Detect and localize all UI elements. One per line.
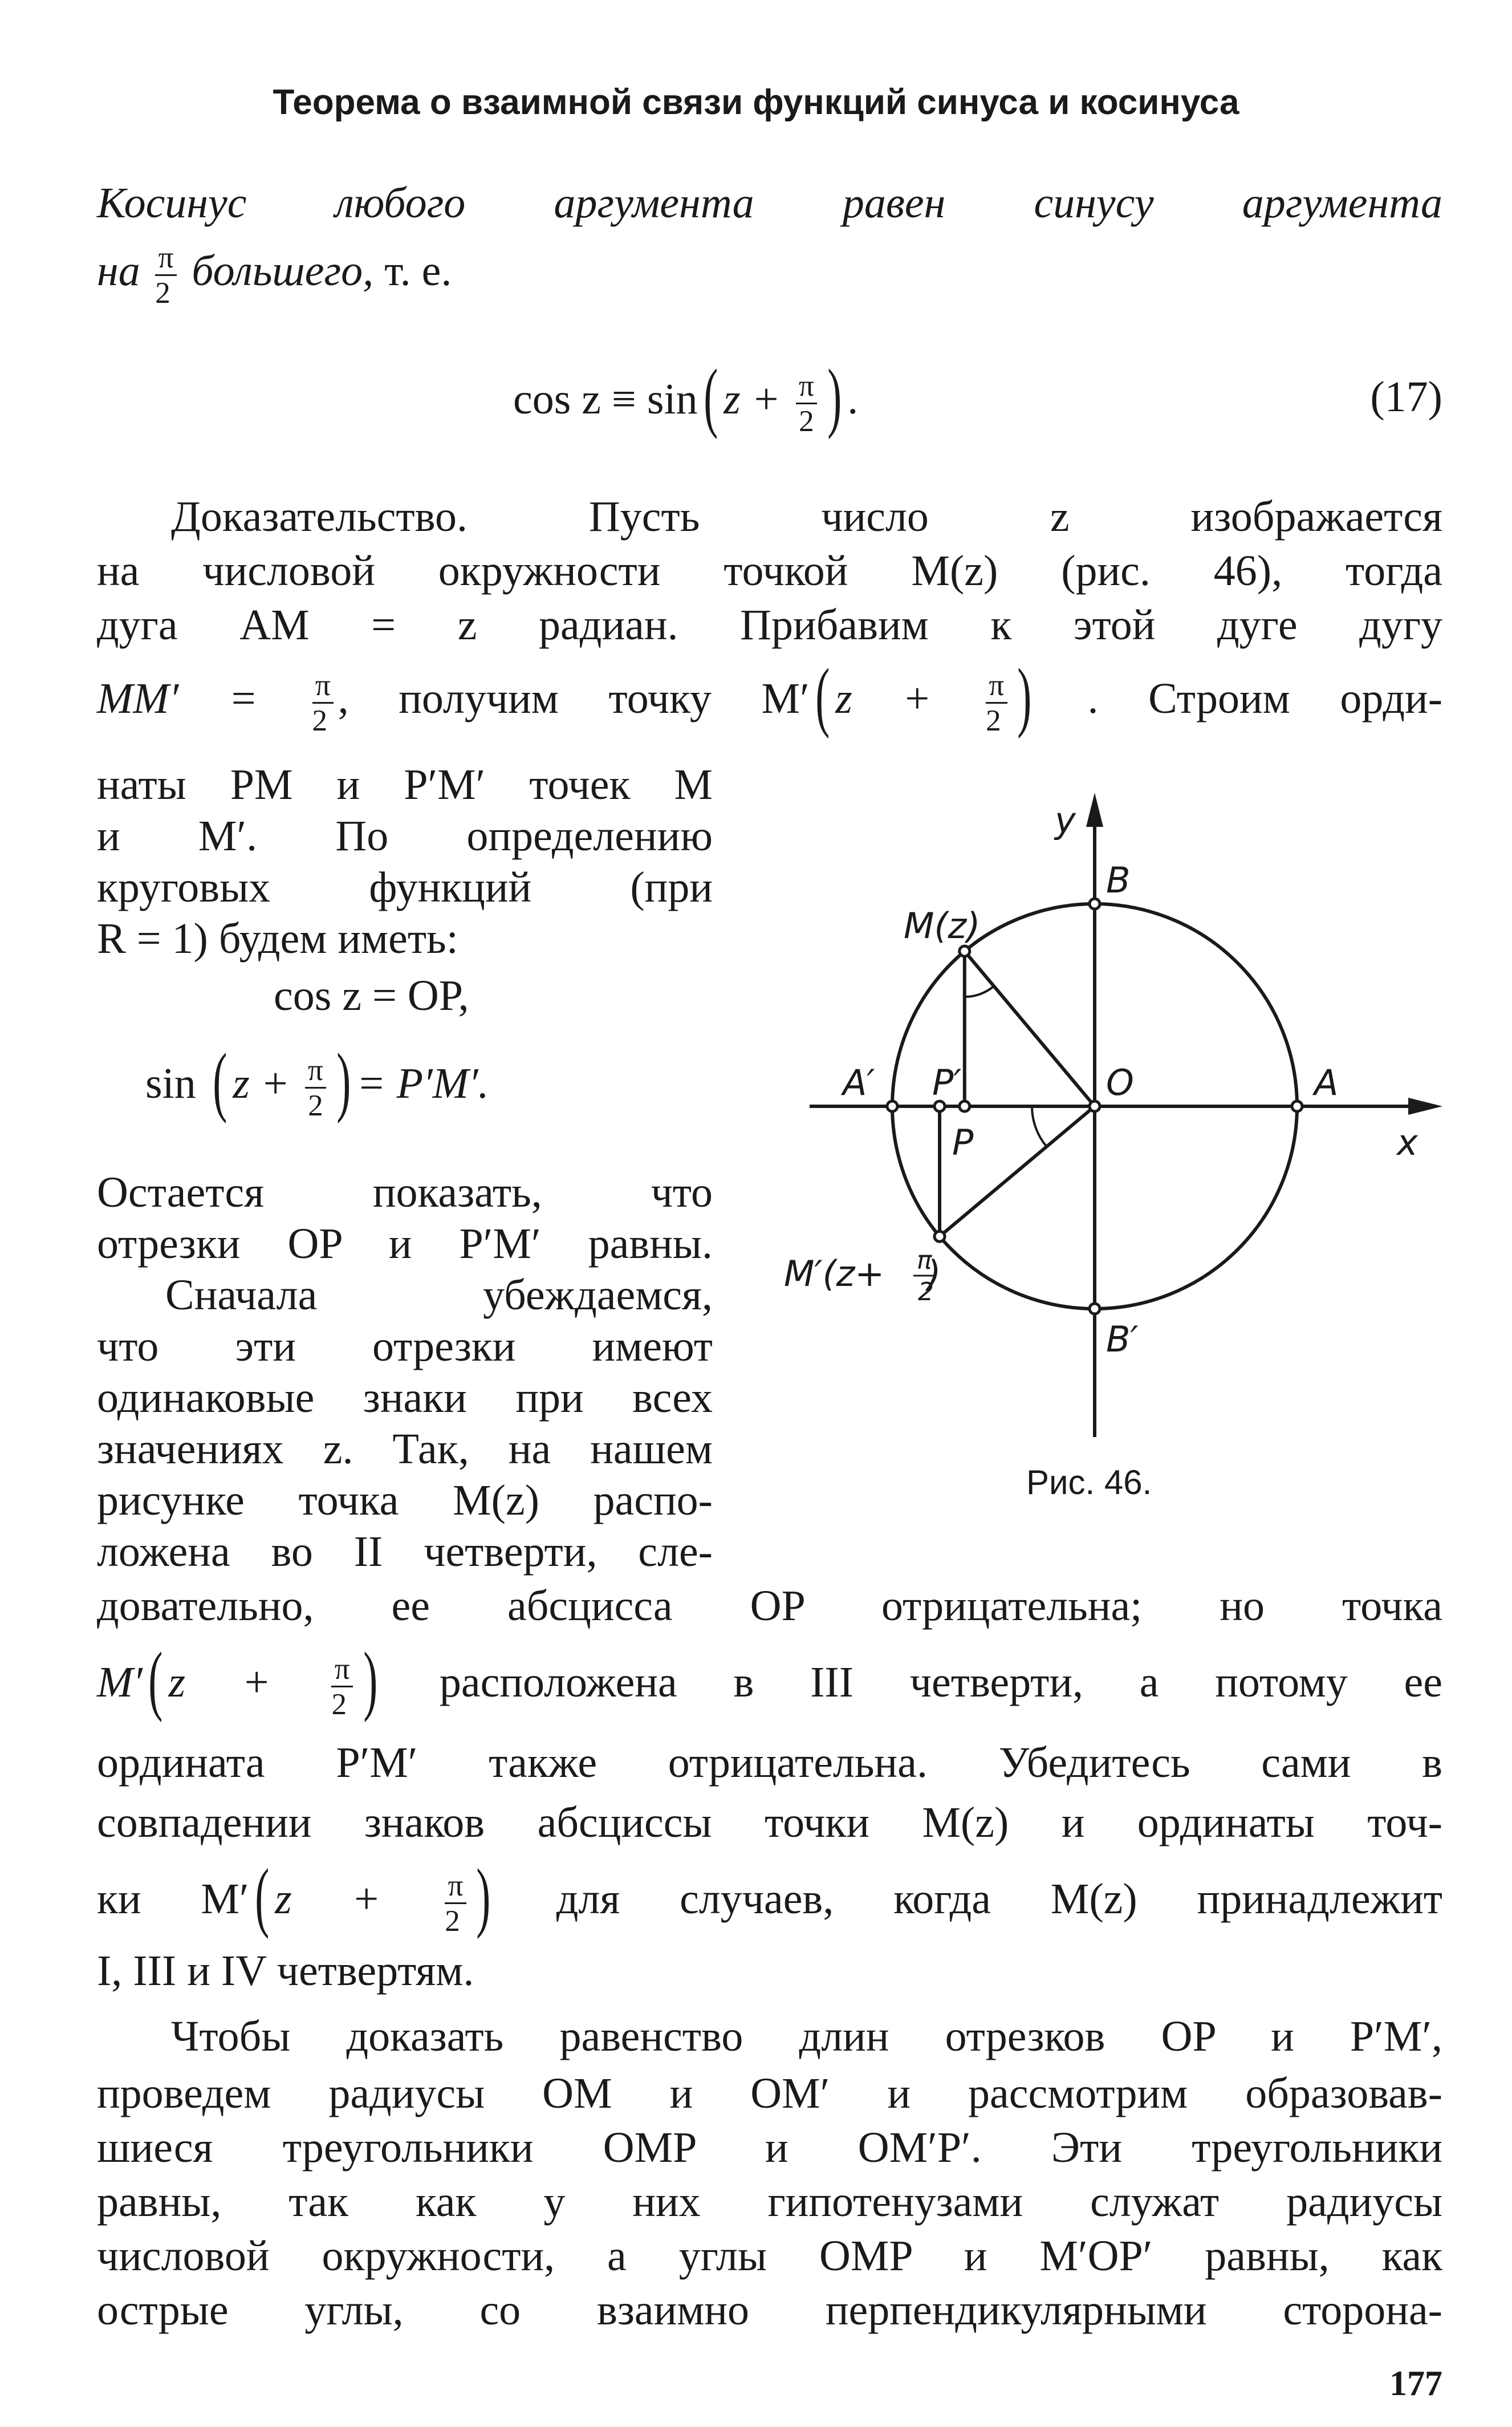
left-col-line-2: и M′. По определению xyxy=(97,812,713,860)
proof-line-2: на числовой окружности точкой M(z) (рис. 46), тогда xyxy=(97,547,1442,595)
point-a-prime xyxy=(887,1101,897,1111)
x-axis-arrow xyxy=(1408,1098,1442,1115)
formula-17 xyxy=(513,353,859,440)
radius-om xyxy=(965,951,1095,1106)
body-line-6: I, III и IV четвертям. xyxy=(97,1947,474,1995)
left-col-line-12: ложена во II четверти, сле- xyxy=(97,1528,713,1576)
label-p-prime: P′ xyxy=(932,1062,962,1103)
point-b xyxy=(1090,899,1100,909)
angle-arc-at-m xyxy=(965,986,994,997)
fraction-pi-over-2: $\frac{\pi}{2}$ xyxy=(331,1654,352,1719)
point-m xyxy=(960,946,970,956)
label-b-prime: B′ xyxy=(1106,1318,1139,1360)
body-line-5-arg: z + xyxy=(275,1874,381,1923)
figure-46 xyxy=(781,787,1465,1528)
theorem-line-2-post: большего, xyxy=(192,246,374,295)
fraction-pi-over-2: $\frac{\pi}{2}$ xyxy=(305,1055,326,1121)
paren-close: ) xyxy=(476,1853,491,1940)
label-m-prime-two: 2 xyxy=(918,1277,934,1306)
para3-line-2: проведем радиусы OM и OM′ и рассмотрим образовав- xyxy=(97,2069,1442,2117)
body-line-5-a: ки M′ xyxy=(97,1874,249,1923)
paren-close: ) xyxy=(827,353,842,440)
label-x: x xyxy=(1397,1122,1418,1163)
fraction-pi-over-2: $\frac{\pi}{2}$ xyxy=(445,1870,466,1936)
body-line-2-b: расположена в III четверти, а потому ее xyxy=(439,1658,1443,1706)
left-col-line-9: одинаковые знаки при всех xyxy=(97,1374,713,1422)
proof-line-4-c: . Строим орди- xyxy=(1087,674,1443,723)
label-y: y xyxy=(1055,799,1076,841)
point-b-prime xyxy=(1090,1304,1100,1314)
formula-end: . xyxy=(847,375,859,423)
paren-close: ) xyxy=(1017,652,1032,740)
paren-open: ( xyxy=(703,353,718,440)
body-line-3: ордината P′M′ также отрицательна. Убедитесь сами в xyxy=(97,1739,1442,1787)
body-line-5-b: для случаев, когда M(z) принадлежит xyxy=(556,1874,1442,1923)
paren-open: ( xyxy=(148,1636,163,1723)
page-number: 177 xyxy=(1389,2364,1442,2403)
theorem-line-2-tail: т. е. xyxy=(384,246,452,295)
fraction-pi-over-2: $\frac{\pi}{2}$ xyxy=(796,371,817,436)
theorem-line-2 xyxy=(97,242,1442,308)
point-m-prime xyxy=(934,1231,945,1241)
formula-arg: z + xyxy=(724,375,781,423)
left-col-line-3: круговых функций (при xyxy=(97,863,713,911)
left-col-eq-2 xyxy=(145,1037,489,1125)
formula-number: (17) xyxy=(1370,373,1442,421)
left-col-line-10: значениях z. Так, на нашем xyxy=(97,1425,713,1473)
figure-caption: Рис. 46. xyxy=(1026,1463,1152,1501)
proof-line-1: Доказательство. Пусть число z изображается xyxy=(171,493,1442,541)
proof-line-3: дуга AM = z радиан. Прибавим к этой дуге дугу xyxy=(97,601,1442,649)
para3-line-1: Чтобы доказать равенство длин отрезков OP и P′M′, xyxy=(171,2012,1442,2060)
label-m-prime-pi: π xyxy=(917,1246,932,1275)
left-col-line-7: Сначала убеждаемся, xyxy=(165,1271,713,1319)
paren-close: ) xyxy=(336,1037,351,1125)
para3-line-3: шиеся треугольники OMP и OM′P′. Эти треугольники xyxy=(97,2124,1442,2172)
body-line-2-arg: z + xyxy=(168,1658,271,1706)
left-col-line-11: рисунке точка M(z) распо- xyxy=(97,1476,713,1524)
label-a: A xyxy=(1314,1062,1339,1103)
label-o: O xyxy=(1106,1062,1134,1103)
fraction-pi-over-2: $\frac{\pi}{2}$ xyxy=(312,670,334,736)
formula-lhs: cos z ≡ sin xyxy=(513,375,698,423)
left-col-line-5: Остается показать, что xyxy=(97,1168,713,1216)
paren-open: ( xyxy=(212,1037,227,1125)
para3-line-4: равны, так как у них гипотенузами служат радиусы xyxy=(97,2178,1442,2226)
eq2-pre: sin xyxy=(145,1059,196,1107)
page-heading: Теорема о взаимной связи функций синуса и косинуса xyxy=(273,83,1239,122)
proof-line-4-b: , получим точку M′ xyxy=(338,674,810,723)
fraction-pi-over-2: $\frac{\pi}{2}$ xyxy=(155,242,176,308)
left-col-eq-1: cos z = OP, xyxy=(274,972,469,1020)
y-axis-arrow xyxy=(1086,793,1103,827)
label-p: P xyxy=(952,1122,974,1163)
angle-arc-at-o xyxy=(1032,1106,1047,1147)
label-m-prime: M′(z+ ) xyxy=(784,1253,941,1294)
left-col-line-4: R = 1) будем иметь: xyxy=(97,915,458,963)
body-line-5 xyxy=(97,1853,1442,1940)
eq2-post: = P′M′. xyxy=(356,1059,489,1107)
paren-open: ( xyxy=(815,652,830,740)
label-a-prime: A′ xyxy=(843,1062,875,1103)
body-line-1: довательно, ее абсцисса OP отрицательна; но точка xyxy=(97,1582,1442,1630)
paren-close: ) xyxy=(363,1636,377,1723)
para3-line-5: числовой окружности, а углы OMP и M′OP′ равны, как xyxy=(97,2232,1442,2280)
body-line-4: совпадении знаков абсциссы точки M(z) и ординаты точ- xyxy=(97,1799,1442,1846)
label-b: B xyxy=(1106,859,1131,901)
theorem-line-2-pre: на xyxy=(97,246,140,295)
point-a xyxy=(1292,1101,1302,1111)
proof-line-4-a: MM′ = xyxy=(97,674,258,723)
paren-open: ( xyxy=(254,1853,269,1940)
para3-line-6: острые углы, со взаимно перпендикулярными сторона- xyxy=(97,2286,1442,2334)
label-m: M(z) xyxy=(904,905,981,947)
body-line-2 xyxy=(97,1636,1443,1723)
theorem-line-1: Косинус любого аргумента равен синусу аргумента xyxy=(97,179,1442,227)
left-col-line-1: наты PM и P′M′ точек M xyxy=(97,761,713,809)
body-line-2-a: M′ xyxy=(97,1658,143,1706)
left-col-line-8: что эти отрезки имеют xyxy=(97,1322,713,1370)
proof-line-4-arg: z + xyxy=(835,674,932,723)
eq2-arg: z + xyxy=(233,1059,290,1107)
point-o xyxy=(1090,1101,1100,1111)
left-col-line-6: отрезки OP и P′M′ равны. xyxy=(97,1220,713,1268)
proof-line-4 xyxy=(97,652,1443,740)
fraction-pi-over-2: $\frac{\pi}{2}$ xyxy=(986,670,1007,736)
